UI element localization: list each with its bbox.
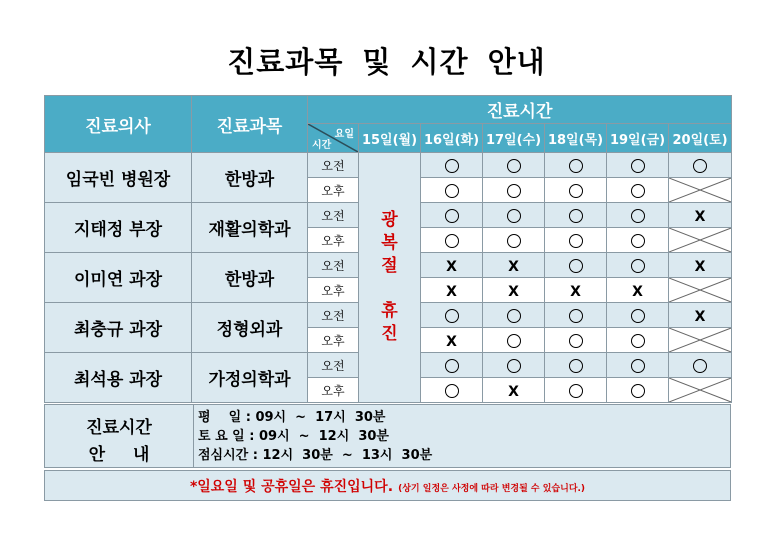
clinic-hours-label-line2: 안내 [88, 445, 178, 465]
closed-mark [421, 278, 483, 303]
header-day: 15일(월) [359, 124, 421, 153]
header-day: 20일(토) [669, 124, 732, 153]
available-mark [421, 203, 483, 228]
closed-mark [421, 328, 483, 353]
available-mark [607, 178, 669, 203]
x-mark: X [446, 333, 457, 350]
department-name: 정형외과 [192, 303, 308, 353]
available-mark [545, 378, 607, 403]
x-mark: X [508, 383, 519, 400]
header-diagonal-cell [308, 124, 359, 153]
available-mark [669, 153, 732, 178]
afternoon-label: 오후 [308, 278, 359, 303]
circle-icon [507, 334, 521, 348]
circle-icon [507, 309, 521, 323]
circle-icon [445, 184, 459, 198]
closed-mark [545, 278, 607, 303]
closed-mark [607, 278, 669, 303]
available-mark [545, 153, 607, 178]
x-mark: X [508, 258, 519, 275]
circle-icon [569, 384, 583, 398]
available-mark [421, 378, 483, 403]
circle-icon [631, 384, 645, 398]
available-mark [483, 328, 545, 353]
x-mark: X [508, 283, 519, 300]
circle-icon [631, 359, 645, 373]
x-mark: X [570, 283, 581, 300]
holiday-char: 절 [381, 256, 398, 277]
available-mark [607, 328, 669, 353]
circle-icon [569, 309, 583, 323]
available-mark [483, 153, 545, 178]
circle-icon [631, 234, 645, 248]
header-day: 16일(화) [421, 124, 483, 153]
holiday-char: 복 [381, 233, 398, 254]
header-day: 18일(목) [545, 124, 607, 153]
available-mark [545, 353, 607, 378]
x-mark: X [446, 283, 457, 300]
available-mark [607, 153, 669, 178]
closed-mark [669, 303, 732, 328]
circle-icon [569, 259, 583, 273]
available-mark [483, 303, 545, 328]
circle-icon [693, 159, 707, 173]
clinic-hours-lines [198, 408, 432, 465]
doctor-name: 지태정 부장 [45, 203, 192, 253]
x-mark: X [694, 308, 706, 325]
circle-icon [569, 209, 583, 223]
morning-label: 오전 [308, 353, 359, 378]
circle-icon [631, 259, 645, 273]
no-session-cell [669, 278, 732, 303]
available-mark [545, 178, 607, 203]
available-mark [483, 353, 545, 378]
department-name: 한방과 [192, 153, 308, 203]
cross-out-icon [669, 178, 731, 202]
circle-icon [569, 159, 583, 173]
circle-icon [631, 159, 645, 173]
available-mark [483, 178, 545, 203]
holiday-notice [44, 470, 731, 501]
closed-mark [421, 253, 483, 278]
hours-lunch: 점심시간 : 12시 30분 ~ 13시 30분 [198, 448, 433, 463]
holiday-notice-main: *일요일 및 공휴일은 휴진입니다. [189, 479, 394, 495]
department-name: 한방과 [192, 253, 308, 303]
header-department: 진료과목 [192, 96, 308, 153]
available-mark [607, 203, 669, 228]
no-session-cell [669, 328, 732, 353]
no-session-cell [669, 178, 732, 203]
afternoon-label: 오후 [308, 378, 359, 403]
circle-icon [445, 384, 459, 398]
circle-icon [631, 334, 645, 348]
header-doctor: 진료의사 [45, 96, 192, 153]
closed-mark [669, 203, 732, 228]
holiday-notice-sub: (상기 일정은 사정에 따라 변경될 수 있습니다.) [398, 484, 586, 494]
cross-out-icon [669, 228, 731, 252]
table-row [45, 153, 732, 178]
available-mark [421, 353, 483, 378]
afternoon-label: 오후 [308, 228, 359, 253]
clinic-hours-label [45, 405, 194, 467]
circle-icon [569, 334, 583, 348]
doctor-name: 최충규 과장 [45, 303, 192, 353]
holiday-closed-column [359, 153, 421, 403]
clinic-hours-info [44, 404, 731, 468]
available-mark [545, 228, 607, 253]
diagonal-label-day: 요일 [334, 129, 354, 140]
available-mark [669, 353, 732, 378]
closed-mark [483, 253, 545, 278]
closed-mark [669, 253, 732, 278]
morning-label: 오전 [308, 203, 359, 228]
available-mark [607, 253, 669, 278]
available-mark [607, 353, 669, 378]
holiday-char: 진 [381, 323, 398, 344]
circle-icon [445, 159, 459, 173]
x-mark: X [446, 258, 457, 275]
circle-icon [507, 159, 521, 173]
cross-out-icon [669, 278, 731, 302]
closed-mark [483, 378, 545, 403]
afternoon-label: 오후 [308, 328, 359, 353]
available-mark [421, 303, 483, 328]
circle-icon [507, 209, 521, 223]
closed-mark [483, 278, 545, 303]
circle-icon [631, 184, 645, 198]
morning-label: 오전 [308, 303, 359, 328]
cross-out-icon [669, 328, 731, 352]
available-mark [483, 228, 545, 253]
circle-icon [693, 359, 707, 373]
cross-out-icon [669, 378, 731, 402]
available-mark [421, 228, 483, 253]
holiday-char: 광 [381, 210, 398, 231]
doctor-name: 임국빈 병원장 [45, 153, 192, 203]
clinic-hours-label-line1: 진료시간 [86, 418, 152, 438]
available-mark [607, 228, 669, 253]
x-mark: X [694, 208, 706, 225]
available-mark [483, 203, 545, 228]
available-mark [545, 253, 607, 278]
circle-icon [445, 309, 459, 323]
available-mark [421, 153, 483, 178]
doctor-name: 이미연 과장 [45, 253, 192, 303]
available-mark [607, 378, 669, 403]
circle-icon [569, 184, 583, 198]
circle-icon [631, 309, 645, 323]
department-name: 가정의학과 [192, 353, 308, 403]
diagonal-label-time: 시간 [312, 140, 332, 151]
hours-weekday: 평 일 : 09시 ~ 17시 30분 [198, 410, 386, 425]
circle-icon [507, 359, 521, 373]
available-mark [421, 178, 483, 203]
page-title: 진료과목 및 시간 안내 [227, 45, 546, 79]
holiday-char: 휴 [381, 300, 398, 321]
circle-icon [507, 184, 521, 198]
morning-label: 오전 [308, 153, 359, 178]
available-mark [607, 303, 669, 328]
no-session-cell [669, 228, 732, 253]
available-mark [545, 328, 607, 353]
header-day: 17일(수) [483, 124, 545, 153]
available-mark [545, 203, 607, 228]
afternoon-label: 오후 [308, 178, 359, 203]
schedule-table [44, 95, 732, 403]
circle-icon [631, 209, 645, 223]
circle-icon [445, 234, 459, 248]
circle-icon [569, 359, 583, 373]
doctor-name: 최석용 과장 [45, 353, 192, 403]
circle-icon [445, 359, 459, 373]
circle-icon [569, 234, 583, 248]
circle-icon [445, 209, 459, 223]
morning-label: 오전 [308, 253, 359, 278]
x-mark: X [632, 283, 643, 300]
x-mark: X [694, 258, 706, 275]
available-mark [545, 303, 607, 328]
circle-icon [507, 234, 521, 248]
department-name: 재활의학과 [192, 203, 308, 253]
hours-saturday: 토 요 일 : 09시 ~ 12시 30분 [198, 429, 389, 444]
header-day: 19일(금) [607, 124, 669, 153]
header-clinic-time: 진료시간 [308, 96, 732, 124]
no-session-cell [669, 378, 732, 403]
